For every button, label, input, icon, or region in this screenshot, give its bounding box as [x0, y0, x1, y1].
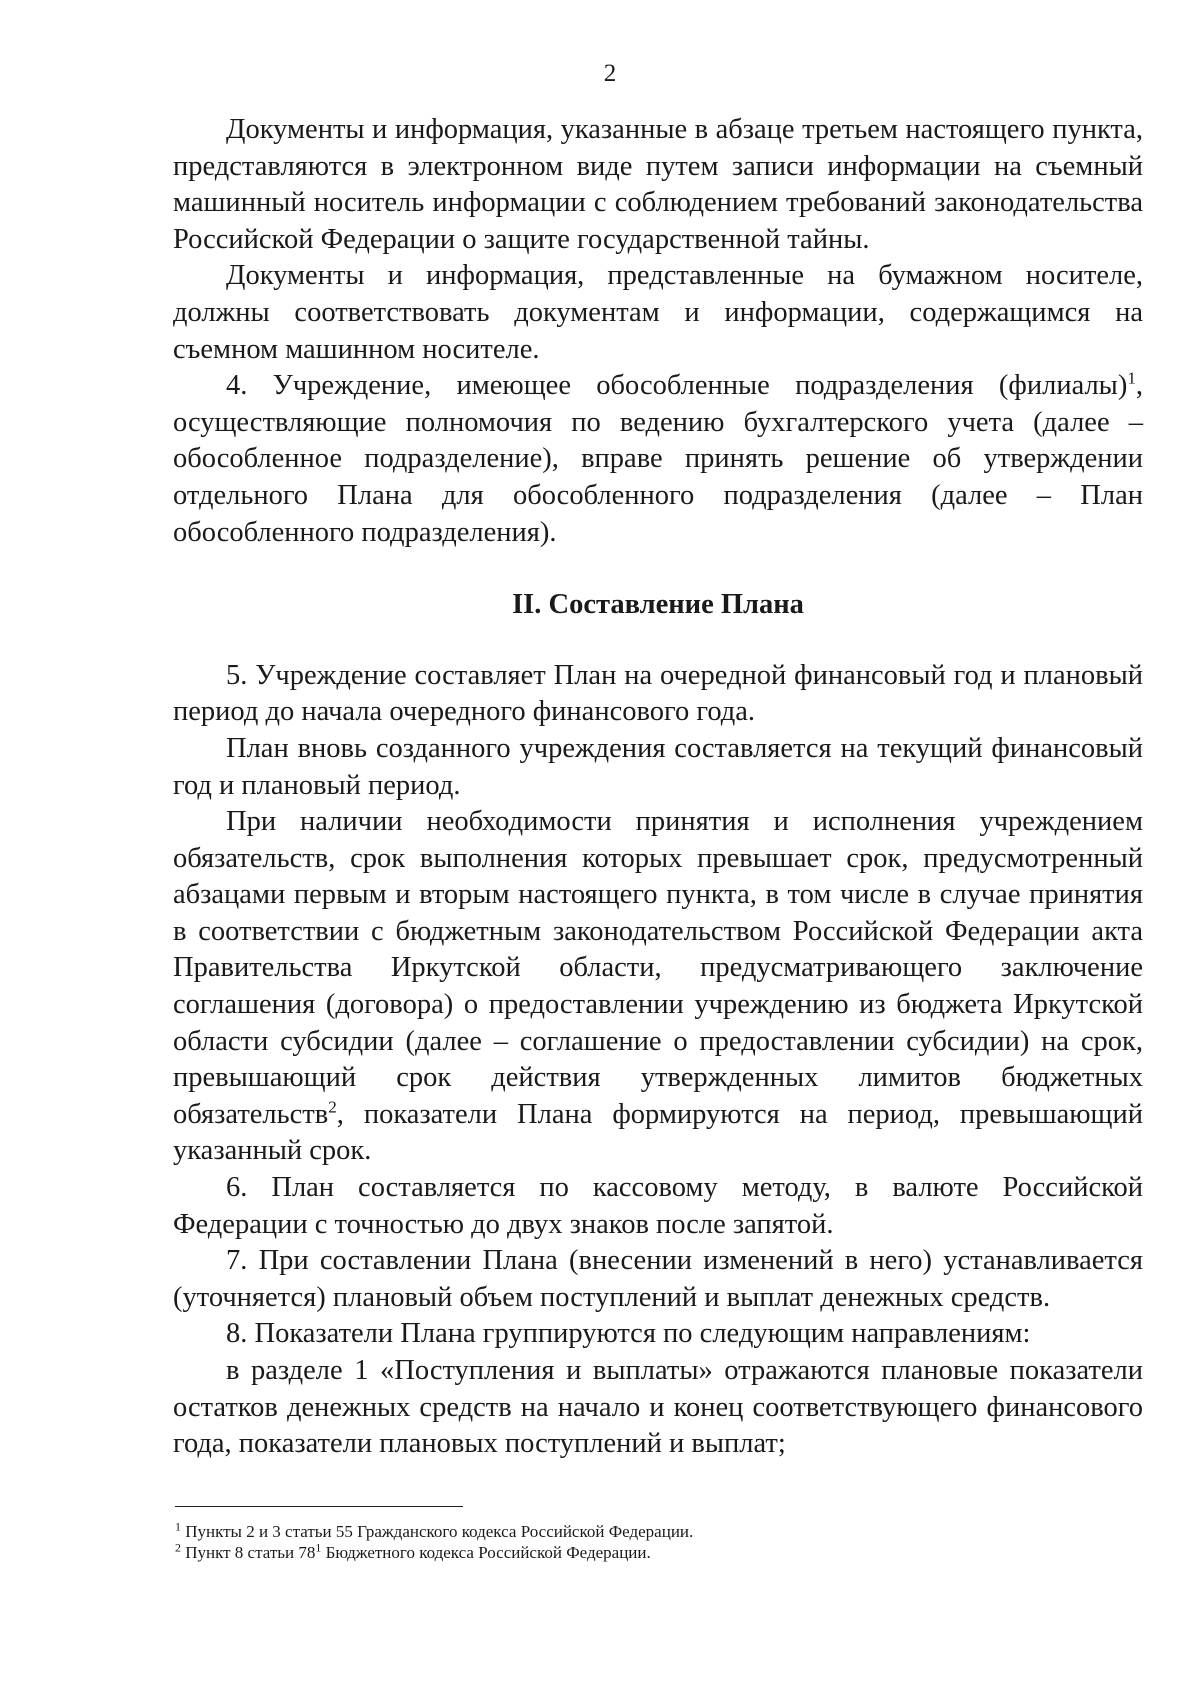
footnote-reference: 1	[1127, 368, 1136, 388]
paragraph: 5. Учреждение составляет План на очередной финансовый год и плановый период до начала очередного финансового года.	[173, 659, 1143, 728]
document-body	[173, 112, 1143, 1463]
paragraph: 8. Показатели Плана группируются по следующим направлениям:	[226, 1318, 1031, 1350]
footnote-text: Бюджетного кодекса Российской Федерации.	[321, 1543, 651, 1562]
footnotes	[175, 1521, 1115, 1563]
paragraph: Документы и информация, указанные в абзаце третьем настоящего пункта, представляются в электронном виде путем записи информации на съемный машинный носитель информации с соблюдением требований законодательства Российской Федерации о защите государственной тайны.	[173, 114, 1143, 255]
paragraph: 7. При составлении Плана (внесении изменений в него) устанавливается (уточняется) плановый объем поступлений и выплат денежных средств.	[173, 1245, 1143, 1313]
footnote-1	[175, 1521, 1115, 1542]
paragraph-text: , показатели Плана формируются на период, превышающий указанный срок.	[173, 1098, 1143, 1167]
paragraph-text: При наличии необходимости принятия и исполнения учреждением обязательств, срок выполнения которых превышает срок, предусмотренный абзацами первым и вторым настоящего пункта, в том числе в случае принятия в соответствии с бюджетным законодательством Российской Федерации акта Правительства Иркутской области, предусматривающего заключение соглашения (договора) о предоставлении учреждению из бюджета Иркутской области субсидии (далее – соглашение о предоставлении субсидии) на срок, превышающий срок действия утвержденных лимитов бюджетных обязательств	[173, 806, 1143, 1130]
paragraph: План вновь созданного учреждения составляется на текущий финансовый год и плановый период.	[173, 732, 1143, 801]
footnote-text: Пункты 2 и 3 статьи 55 Гражданского кодекса Российской Федерации.	[180, 1522, 694, 1541]
paragraph-text: , осуществляющие полномочия по ведению бухгалтерского учета (далее – обособленное подразделение), вправе принять решение об утверждении отдельного Плана для обособленного подразделения (далее – План обособленного подразделения).	[173, 370, 1143, 548]
paragraph: Документы и информация, представленные на бумажном носителе, должны соответствовать документам и информации, содержащимся на съемном машинном носителе.	[173, 260, 1143, 365]
article-superscript: 1	[315, 1540, 322, 1555]
footnote-mark: 2	[175, 1540, 181, 1555]
paragraph: в разделе 1 «Поступления и выплаты» отражаются плановые показатели остатков денежных средств на начало и конец соответствующего финансового года, показатели плановых поступлений и выплат;	[173, 1355, 1143, 1460]
paragraph: 6. План составляется по кассовому методу, в валюте Российской Федерации с точностью до двух знаков после запятой.	[173, 1172, 1143, 1240]
footnote-text: Пункт 8 статьи 78	[180, 1543, 316, 1562]
paragraph-item-4	[173, 368, 1143, 551]
footnote-separator	[175, 1506, 463, 1507]
footnote-2	[175, 1542, 1115, 1563]
footnote-reference: 2	[328, 1097, 337, 1117]
paragraph-obligations	[173, 804, 1143, 1170]
section-heading: II. Составление Плана	[512, 589, 804, 621]
page-number: 2	[603, 60, 617, 87]
paragraph-text: 4. Учреждение, имеющее обособленные подразделения (филиалы)	[226, 370, 1128, 402]
footnote-mark: 1	[175, 1519, 181, 1534]
